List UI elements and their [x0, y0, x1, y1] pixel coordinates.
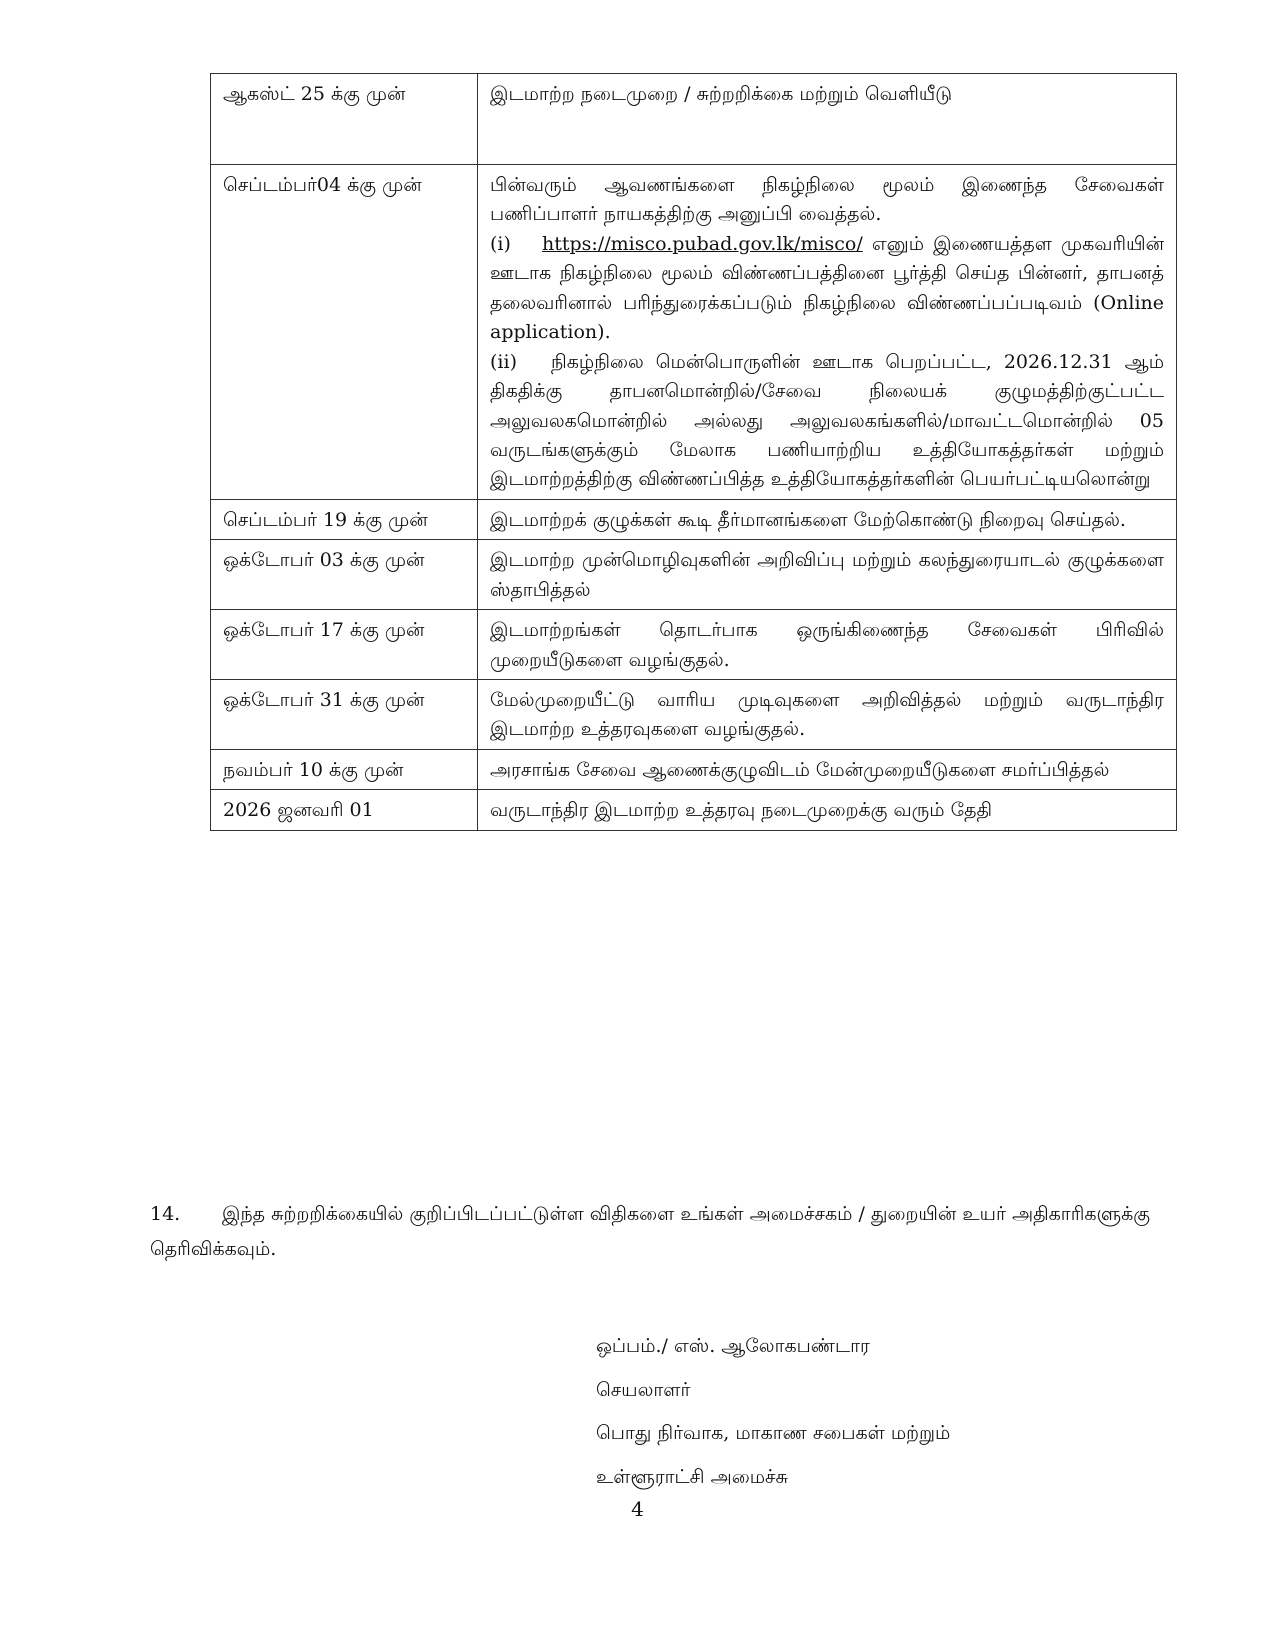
schedule-task: அரசாங்க சேவை ஆணைக்குழுவிடம் மேன்முறையீடுகளை சமர்ப்பித்தல் [478, 749, 1177, 789]
schedule-date: ஒக்டோபர் 17 க்கு முன் [211, 610, 478, 680]
paragraph-number: 14. [150, 1203, 181, 1225]
schedule-task: மேல்முறையீட்டு வாரிய முடிவுகளை அறிவித்தல் மற்றும் வருடாந்திர இடமாற்ற உத்தரவுகளை வழங்குதல். [478, 680, 1177, 750]
signature-block [596, 1325, 950, 1500]
schedule-task-cell [478, 165, 1177, 500]
table-row [211, 790, 1177, 830]
signatory-name: ஒப்பம்./ எஸ். ஆலோகபண்டார [596, 1335, 870, 1357]
schedule-task: பின்வரும் ஆவணங்களை நிகழ்நிலை மூலம் இணைந்த சேவைகள் பணிப்பாளர் நாயகத்திற்கு அனுப்பி வைத்தல். [490, 174, 1164, 226]
schedule-task: இடமாற்ற நடைமுறை / சுற்றறிக்கை மற்றும் வெளியீடு [478, 74, 1177, 165]
schedule-date: செப்டம்பர் 19 க்கு முன் [211, 499, 478, 539]
schedule-date: ஆகஸ்ட் 25 க்கு முன் [211, 74, 478, 165]
table-row [211, 749, 1177, 789]
page-number: 4 [631, 1497, 644, 1521]
schedule-date: செப்டம்பர்04 க்கு முன் [211, 165, 478, 500]
schedule-task: வருடாந்திர இடமாற்ற உத்தரவு நடைமுறைக்கு வரும் தேதி [478, 790, 1177, 830]
paragraph-text: இந்த சுற்றறிக்கையில் குறிப்பிடப்பட்டுள்ள விதிகளை உங்கள் அமைச்சகம் / துறையின் உயர் அதிகாரிகளுக்கு தெரிவிக்கவும். [150, 1203, 1150, 1261]
schedule-item-i [490, 230, 1164, 348]
item-marker: (i) [490, 232, 511, 255]
table-row [211, 499, 1177, 539]
table-row [211, 680, 1177, 750]
ministry-line-1: பொது நிர்வாக, மாகாண சபைகள் மற்றும் [596, 1422, 951, 1445]
schedule-item-ii [490, 348, 1164, 495]
schedule-date: ஒக்டோபர் 31 க்கு முன் [211, 680, 478, 750]
schedule-date: நவம்பர் 10 க்கு முன் [211, 749, 478, 789]
transfer-schedule-table [210, 73, 1177, 831]
schedule-task: இடமாற்றக் குழுக்கள் கூடி தீர்மானங்களை மேற்கொண்டு நிறைவு செய்தல். [478, 499, 1177, 539]
schedule-date: 2026 ஜனவரி 01 [211, 790, 478, 830]
item-marker: (ii) [490, 350, 517, 373]
table-row [211, 540, 1177, 610]
ministry-line-2: உள்ளூராட்சி அமைச்சு [596, 1466, 788, 1489]
schedule-task: இடமாற்ற முன்மொழிவுகளின் அறிவிப்பு மற்றும் கலந்துரையாடல் குழுக்களை ஸ்தாபித்தல் [478, 540, 1177, 610]
paragraph-14 [150, 1197, 1150, 1267]
table-row [211, 74, 1177, 165]
signatory-title: செயலாளர் [596, 1378, 691, 1401]
schedule-task: இடமாற்றங்கள் தொடர்பாக ஒருங்கிணைந்த சேவைகள் பிரிவில் முறையீடுகளை வழங்குதல். [478, 610, 1177, 680]
table-row [211, 165, 1177, 500]
table-row [211, 610, 1177, 680]
item-ii-text: நிகழ்நிலை மென்பொருளின் ஊடாக பெறப்பட்ட, 2026.12.31 ஆம் திகதிக்கு தாபனமொன்றில்/சேவை நிலையக் குழுமத்திற்குட்பட்ட அலுவலகமொன்றில் அல்லது அலுவலகங்களில்/மாவட்டமொன்றில் 05 வருடங்களுக்கும் மேலாக பணியாற்றிய உத்தியோகத்தர்கள் மற்றும் இடமாற்றத்திற்கு விண்ணப்பித்த உத்தியோகத்தர்களின் பெயர்பட்டியலொன்று [490, 350, 1164, 491]
misco-link[interactable]: https://misco.pubad.gov.lk/misco/ [541, 232, 863, 255]
item-i-text: எனும் இணையத்தள முகவரியின் ஊடாக நிகழ்நிலை மூலம் விண்ணப்பத்தினை பூர்த்தி செய்த பின்னர், தாபனத் தலைவரினால் பரிந்துரைக்கப்படும் நிகழ்நிலை விண்ணப்பப்படிவம் (Online application). [490, 232, 1165, 344]
schedule-date: ஒக்டோபர் 03 க்கு முன் [211, 540, 478, 610]
